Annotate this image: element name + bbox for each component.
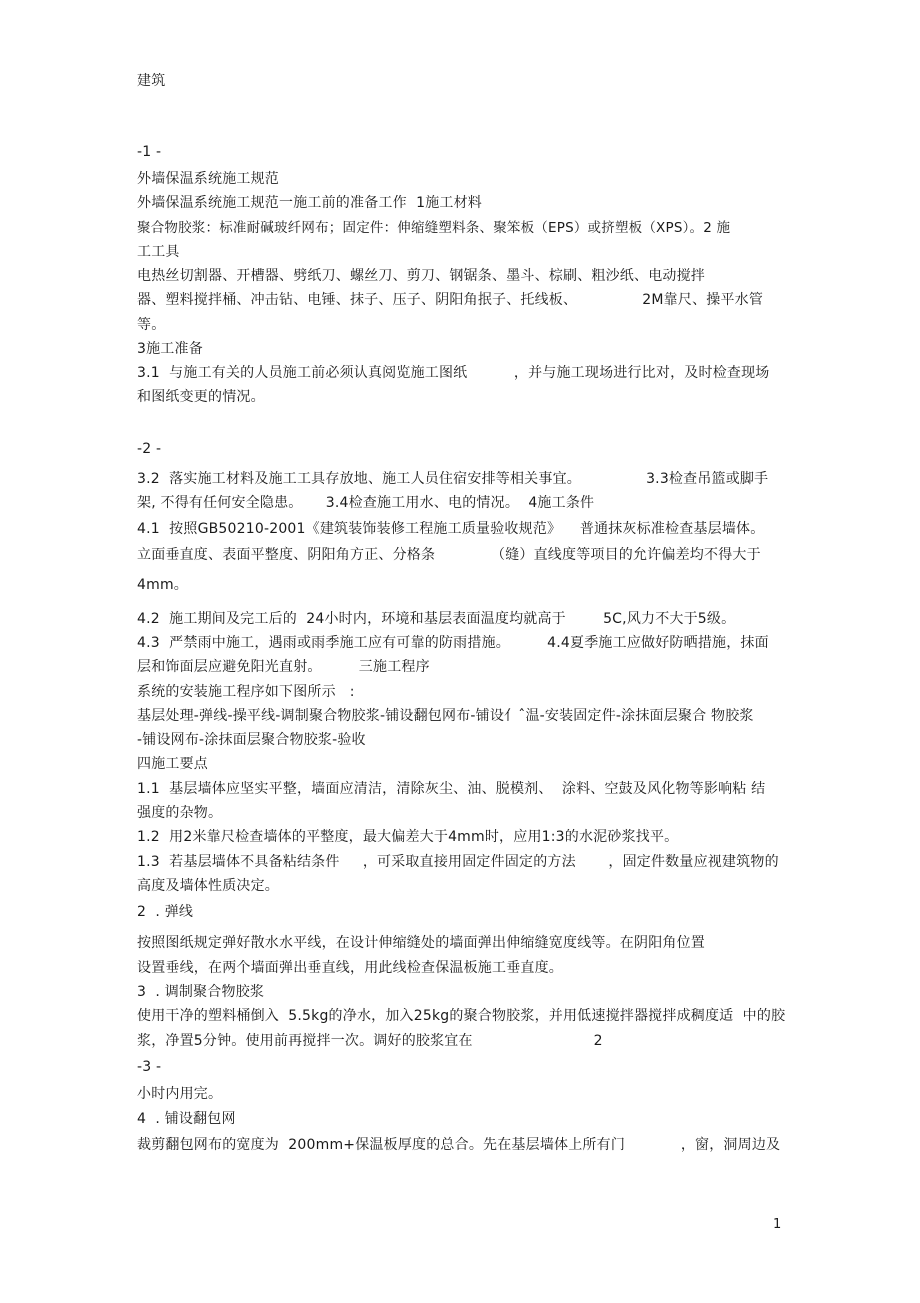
text-line: 裁剪翻包网布的宽度为 200mm+保温板厚度的总合。先在基层墙体上所有门 ，窗，洞周边及 — [137, 1137, 781, 1153]
section-heading: 3 . 调制聚合物胶浆 — [137, 984, 265, 1000]
text-line: 小时内用完。 — [137, 1086, 223, 1102]
text-line: 和图纸变更的情况。 — [137, 389, 265, 405]
text-line: -铺设网布-涂抹面层聚合物胶浆-验收 — [137, 732, 366, 748]
header-label: 建筑 — [137, 73, 166, 89]
page-marker: -1 - — [137, 144, 162, 160]
text-line: 层和饰面层应避免阳光直射。 三施工程序 — [137, 659, 430, 675]
doc-title: 外墙保温系统施工规范 — [137, 171, 279, 187]
text-line: 工工具 — [137, 244, 180, 260]
text-line: 电热丝切割器、开槽器、劈纸刀、螺丝刀、剪刀、钢锯条、墨斗、棕刷、粗沙纸、电动搅拌 — [137, 268, 705, 284]
text-line: 外墙保温系统施工规范一施工前的准备工作 1施工材料 — [137, 195, 483, 211]
text-line: 4.2 施工期间及完工后的 24小时内，环境和基层表面温度均就高于 5C,风力不大于5级。 — [137, 611, 736, 627]
text-line: 1.1 基层墙体应坚实平整，墙面应清洁，清除灰尘、油、脱模剂、 涂料、空鼓及风化物等影响粘 结 — [137, 781, 766, 797]
text-line: 系统的安装施工程序如下图所示 : — [137, 684, 355, 700]
section-heading: 四施工要点 — [137, 756, 208, 772]
text-line: 3.2 落实施工材料及施工工具存放地、施工人员住宿安排等相关事宜。 3.3检查吊篮或脚手 — [137, 471, 769, 487]
text-line: 4.1 按照GB50210-2001《建筑装饰装修工程施工质量验收规范》 普通抹灰标准检查基层墙体。 — [137, 521, 765, 537]
page-marker: -2 - — [137, 441, 162, 457]
text-line: 架, 不得有任何安全隐患。 3.4检查施工用水、电的情况。 4施工条件 — [137, 495, 595, 511]
section-heading: 3施工准备 — [137, 341, 203, 357]
page-number: 1 — [773, 1217, 782, 1232]
text-line: 1.3 若基层墙体不具备粘结条件 ，可采取直接用固定件固定的方法 ，固定件数量应视建筑物的 — [137, 854, 779, 870]
section-heading: 2 . 弹线 — [137, 904, 194, 920]
text-line: 等。 — [137, 317, 166, 333]
text-line: 器、塑料搅拌桶、冲击钻、电锤、抹子、压子、阴阳角抿子、托线板、 2M靠尺、操平水管 — [137, 292, 764, 308]
section-heading: 4 . 铺设翻包网 — [137, 1111, 236, 1127]
text-line: 3.1 与施工有关的人员施工前必须认真阅览施工图纸 ，并与施工现场进行比对，及时检查现场 — [137, 365, 770, 381]
text-line: 基层处理-弹线-操平线-调制聚合物胶浆-铺设翻包网布-铺设亻ˆ温-安装固定件-涂抹面层聚合 物胶浆 — [137, 708, 754, 724]
text-line: 浆，净置5分钟。使用前再搅拌一次。调好的胶浆宜在 2 — [137, 1033, 603, 1049]
text-line: 聚合物胶浆：标准耐碱玻纤网布；固定件：伸缩缝塑料条、聚笨板（EPS）或挤塑板（XPS）。2 施 — [137, 220, 731, 236]
text-line: 高度及墙体性质决定。 — [137, 878, 279, 894]
text-line: 4.3 严禁雨中施工，遇雨或雨季施工应有可靠的防雨措施。 4.4夏季施工应做好防晒措施，抹面 — [137, 635, 769, 651]
text-line: 4mm。 — [137, 577, 188, 593]
page-marker: -3 - — [137, 1059, 162, 1075]
text-line: 使用干净的塑料桶倒入 5.5kg的净水，加入25kg的聚合物胶浆，并用低速搅拌器搅拌成稠度适 中的胶 — [137, 1008, 786, 1024]
text-line: 设置垂线，在两个墙面弹出垂直线，用此线检查保温板施工垂直度。 — [137, 960, 563, 976]
text-line: 按照图纸规定弹好散水水平线，在设计伸缩缝处的墙面弹出伸缩缝宽度线等。在阴阳角位置 — [137, 935, 705, 951]
text-line: 强度的杂物。 — [137, 805, 223, 821]
text-line: 立面垂直度、表面平整度、阴阳角方正、分格条 （缝）直线度等项目的允许偏差均不得大于 — [137, 547, 761, 563]
text-line: 1.2 用2米靠尺检查墙体的平整度，最大偏差大于4mm时，应用1:3的水泥砂浆找平。 — [137, 829, 679, 845]
